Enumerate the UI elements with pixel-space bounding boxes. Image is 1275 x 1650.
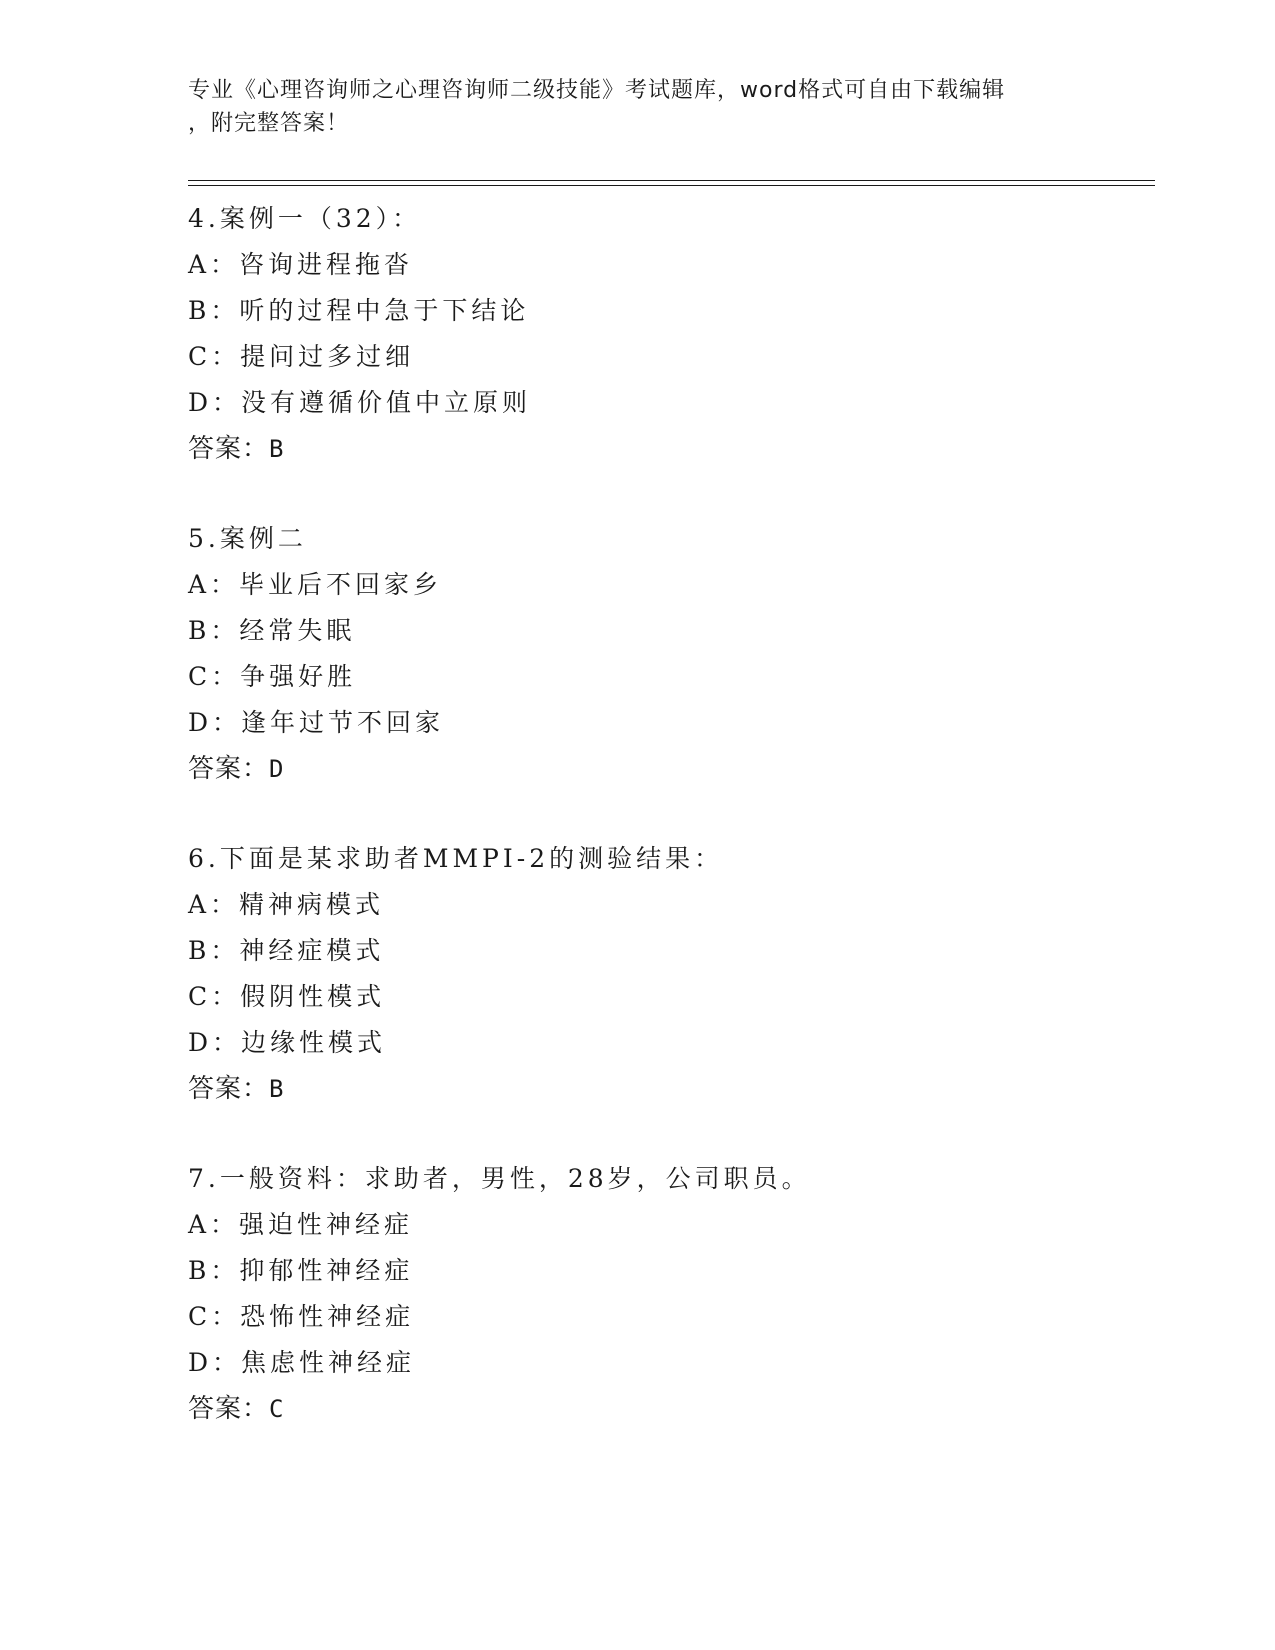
answer-value: B xyxy=(269,1075,285,1103)
option-b: B：抑郁性神经症 xyxy=(188,1256,414,1285)
document-header xyxy=(188,74,1088,140)
answer-value: B xyxy=(269,435,285,463)
question-stem: 6.下面是某求助者MMPI-2的测验结果： xyxy=(188,844,724,873)
option-b: B：经常失眠 xyxy=(188,616,356,645)
option-a: A：咨询进程拖沓 xyxy=(188,250,414,279)
question-stem: 7.一般资料：求助者，男性，28岁，公司职员。 xyxy=(188,1164,811,1193)
option-a: A：强迫性神经症 xyxy=(188,1210,414,1239)
option-c: C：争强好胜 xyxy=(188,662,357,691)
answer-label: 答案： xyxy=(188,1394,270,1424)
question-stem: 4.案例一（32）： xyxy=(188,204,422,233)
answer-label: 答案： xyxy=(188,754,270,784)
option-b: B：神经症模式 xyxy=(188,936,385,965)
option-c: C：提问过多过细 xyxy=(188,342,415,371)
question-5 xyxy=(188,516,1148,792)
option-c: C：假阴性模式 xyxy=(188,982,386,1011)
option-d: D：逢年过节不回家 xyxy=(188,708,445,737)
option-d: D：焦虑性神经症 xyxy=(188,1348,416,1377)
option-a: A：精神病模式 xyxy=(188,890,385,919)
answer-label: 答案： xyxy=(188,1074,270,1104)
question-4 xyxy=(188,196,1148,472)
header-line-1: 专业《心理咨询师之心理咨询师二级技能》考试题库，word格式可自由下载编辑 xyxy=(188,78,1006,103)
answer-line xyxy=(188,426,1148,472)
answer-line xyxy=(188,1386,1148,1432)
answer-line xyxy=(188,1066,1148,1112)
question-6 xyxy=(188,836,1148,1112)
answer-value: D xyxy=(269,755,285,783)
answer-line xyxy=(188,746,1148,792)
option-d: D：边缘性模式 xyxy=(188,1028,387,1057)
question-stem: 5.案例二 xyxy=(188,524,307,553)
question-7 xyxy=(188,1156,1148,1432)
option-b: B：听的过程中急于下结论 xyxy=(188,296,530,325)
header-divider-top xyxy=(188,180,1155,181)
header-line-2: ，附完整答案！ xyxy=(188,111,350,136)
option-c: C：恐怖性神经症 xyxy=(188,1302,415,1331)
answer-label: 答案： xyxy=(188,434,270,464)
option-a: A：毕业后不回家乡 xyxy=(188,570,443,599)
header-divider-bottom xyxy=(188,185,1155,186)
answer-value: C xyxy=(269,1395,285,1423)
option-d: D：没有遵循价值中立原则 xyxy=(188,388,532,417)
